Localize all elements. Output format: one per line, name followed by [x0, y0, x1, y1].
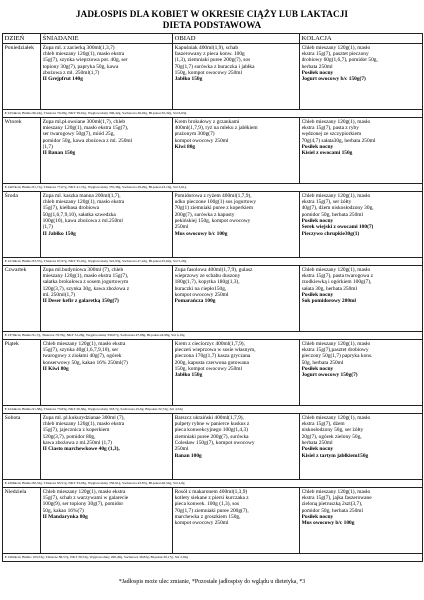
- day-row: [3, 488, 423, 554]
- nutrition-summary: E 2379kcal, Białko 91,7g, Tłuszcze 78,79g, NKT 31,28g, Węglowodany 339,07g, Sacharoza 47,08g, Bł.pokar.24,98g, Sól 4,19g: [3, 332, 423, 340]
- meal-line: 20g(7), ogórek zielony 50g,: [301, 433, 362, 440]
- meal-line: ekstra 15g(7), pasztet pieczony: [301, 50, 369, 57]
- meal-line: 70g(1,7) ziemniaki puree 200g(7),: [174, 507, 249, 514]
- day-row: [3, 192, 423, 258]
- meal-highlight-line: II Mandarynka 80g: [42, 513, 88, 520]
- nutrition-summary: E 2254kcal, Białko 96,24g, Tłuszcze 79,28g, NKT 39,91g, Węglowodany 306,42g, Sacharoza 49,02g, Bł.pokar.35,32g, Sól 6,63g: [3, 110, 423, 118]
- day-name: Sobota: [3, 414, 41, 480]
- meal-line: zbożowa z ml. 250ml(1,7): [42, 69, 100, 76]
- meal-line: 70g(1) ziemniaki puree z koperkiem: [174, 205, 254, 212]
- lunch-cell: [173, 340, 300, 406]
- meal-line: Zupa ml. pl.kukurydzianae 300ml (7),: [42, 414, 125, 421]
- meal-line: sałata 30g, herbata 250ml: [301, 285, 357, 292]
- meal-line: ser twarogowy 50g(7), miód 25g,: [42, 131, 115, 138]
- dinner-cell: [300, 44, 423, 110]
- meal-line: prażonym 300g(7): [174, 131, 215, 138]
- meal-line: wędzonej ze szczypiorkiem: [301, 131, 362, 138]
- meal-line: 250ml: [174, 224, 189, 231]
- meal-line: drobiowy 60g(1,6,7), pomidor 50g,: [301, 57, 378, 64]
- meal-line: (1,7): [42, 143, 53, 150]
- column-header-dinner: KOLACJA: [300, 34, 423, 44]
- meal-line: herbata 250ml: [301, 439, 333, 446]
- meal-highlight-line: Pieczywo chrupkie30g(1): [301, 230, 360, 237]
- meal-line: Chleb mieszany 120g(1), masło ekstra: [42, 488, 126, 495]
- meal-highlight-line: Kisiel z tartym jabłkiem150g: [301, 452, 369, 459]
- meal-line: Zupa ml.budyniowa 300ml (7), chleb: [42, 266, 124, 273]
- meal-line: 400ml(1,7,9), ryż na mleku z jabłkiem: [174, 124, 258, 131]
- day-name: Niedziela: [3, 488, 41, 554]
- breakfast-cell: [41, 192, 173, 258]
- nutrition-summary-row: [3, 184, 423, 192]
- nutrition-summary-row: [3, 406, 423, 414]
- meal-highlight-line: II Banan 150g: [42, 150, 76, 157]
- meal-line: 15g(7), szynka 40g(1,6,7,9,10), ser: [42, 346, 119, 353]
- meal-line: wieprzowy ze schabu duszony: [174, 272, 241, 279]
- column-header-day: DZIEŃ: [3, 34, 41, 44]
- meal-line: 250ml: [174, 446, 189, 453]
- menu-header-row: [3, 34, 423, 44]
- meal-line: sałatka brokułowa z sosem jogurtowym: [42, 279, 129, 286]
- dinner-cell: [300, 192, 423, 258]
- meal-line: pulpety rybne w panierce kuskus z: [174, 420, 250, 427]
- meal-highlight-line: Posiłek nocny: [301, 291, 334, 298]
- day-name: Wtorek: [3, 118, 41, 184]
- day-row: [3, 266, 423, 332]
- meal-line: herbata 250ml: [301, 63, 333, 70]
- meal-line: Krem brokułowy z grzankami: [174, 118, 240, 125]
- breakfast-cell: [41, 340, 173, 406]
- meal-line: Chleb mieszany 120g(1), masło: [301, 44, 371, 51]
- meal-line: chleb mieszany 120g(1), masło ekstra: [42, 420, 125, 427]
- meal-line: pieca konwek. 100g (1,3), sos: [174, 501, 240, 508]
- meal-line: kotlety siekane z piersi kurczaka z: [174, 494, 249, 501]
- meal-line: ekstra 15g(7), dżem: [301, 420, 345, 427]
- meal-line: Pomidorowa z ryżem 400ml(1,7,9),: [174, 192, 252, 199]
- meal-line: Chleb mieszany 120g(1), masło: [301, 340, 371, 347]
- meal-line: 150g, kompot owocowy 250ml: [174, 365, 242, 372]
- lunch-cell: [173, 488, 300, 554]
- meal-line: 200g, kapusta czerwona gotowana: [174, 359, 249, 366]
- day-name: Poniedziałek: [3, 44, 41, 110]
- menu-title-line2: DIETA PODSTAWOWA: [162, 19, 262, 30]
- meal-line: 150g, kompot owocowy 250ml: [174, 69, 242, 76]
- meal-line: pieczony 50g(1,7) papryka kons.: [301, 353, 373, 360]
- nutrition-summary: E 2407kcal, Białko 81,71g, Tłuszcze 77,07g, NKT 41,72g, Węglowodany 355,38g, Sacharoza 28,29g, Bł.pokar.23,19g, Sól 3,61g: [3, 184, 423, 192]
- meal-line: 50g, kakao 16%(7): [42, 507, 84, 514]
- meal-line: kompot owocowy 250ml: [174, 291, 229, 298]
- meal-line: (1,3), ziemniaki puree 200g(7), sos: [174, 57, 251, 64]
- meal-line: twarogowy z ziołami 40g(7), ogórek: [42, 353, 122, 360]
- meal-line: Krem z cieciorzyc 400ml(1,7,9),: [174, 340, 245, 347]
- meal-line: Kapuśniak 400ml(1,9), schab: [174, 44, 239, 51]
- dinner-cell: [300, 266, 423, 332]
- meal-line: konserwowy 50g, kakao 16% 250ml(7): [42, 359, 128, 366]
- meal-highlight-line: Sok pomidorowy 200ml: [301, 298, 357, 305]
- meal-line: kompot owocowy 250ml: [174, 520, 229, 527]
- meal-line: pieczona 170g(1,7) kasza gryczana: [174, 353, 251, 360]
- meal-highlight-line: Jabłko 150g: [174, 372, 203, 379]
- meal-line: pieczeń wieprzowa w sosie własnym,: [174, 346, 256, 353]
- lunch-cell: [173, 44, 300, 110]
- column-header-breakfast: ŚNIADANIE: [41, 34, 173, 44]
- meal-highlight-line: Jogurt owocowy 150g(7): [301, 372, 358, 379]
- breakfast-cell: [41, 44, 173, 110]
- meal-highlight-line: Kisiel z owocami 150g: [301, 150, 353, 157]
- meal-line: 15g(7), szynka wieprzowa pot. 40g, ser: [42, 57, 128, 64]
- meal-line: rzodkiewką i ogórkiem 100g(7),: [301, 279, 372, 286]
- meal-line: 15g(7), kiełbasa drobiowa: [42, 205, 100, 212]
- meal-highlight-line: Posiłek nocny: [301, 365, 334, 372]
- meal-line: 15g(7), jajecznica z koperkiem: [42, 427, 110, 434]
- meal-line: ekstra 15g(7), pasta twarogowa z: [301, 272, 373, 279]
- meal-line: ekstra 15g(7),pasztet drobiowy: [301, 346, 369, 353]
- meal-line: zieloną pietruszką 2szt(3,7),: [301, 501, 363, 508]
- breakfast-cell: [41, 414, 173, 480]
- meal-highlight-line: Jogurt owocowy b/c 150g(7): [301, 76, 366, 83]
- meal-highlight-line: II Deser kefir z galaretką 150g(7): [42, 298, 119, 305]
- meal-highlight-line: Posiłek nocny: [301, 513, 334, 520]
- meal-line: 70g(4,7) sałata30g, herbata 250ml: [301, 137, 376, 144]
- menu-title: [0, 9, 424, 30]
- meal-line: Chleb mieszany 120g(1), masło: [301, 488, 371, 495]
- meal-line: ziemniaki puree 200g(7), surówka: [174, 433, 249, 440]
- meal-line: ekstra 15g(7), pasta z ryby: [301, 124, 359, 131]
- lunch-cell: [173, 266, 300, 332]
- meal-highlight-line: II Ciasto marchewkowe 40g (1,3),: [42, 446, 120, 453]
- meal-line: Barszcz ukraiński 400ml(1,7,9),: [174, 414, 244, 421]
- meal-highlight-line: Jabłko 150g: [174, 76, 203, 83]
- meal-line: 15g(7), schab z warzywami w galarecie: [42, 494, 129, 501]
- meal-line: Colesław 150g(7), kompot owocowy: [174, 439, 255, 446]
- meal-highlight-line: Serek wiejski z owocami 100(7): [301, 224, 374, 231]
- lunch-cell: [173, 118, 300, 184]
- nutrition-summary-row: [3, 480, 423, 488]
- dinner-cell: [300, 118, 423, 184]
- lunch-cell: [173, 192, 300, 258]
- meal-line: kawa zbożowa z ml.250ml (1,7): [42, 439, 113, 446]
- meal-highlight-line: II Grejpfrut 140g: [42, 76, 83, 83]
- meal-highlight-line: II Kiwi 80g: [42, 365, 69, 372]
- breakfast-cell: [41, 118, 173, 184]
- meal-line: ml. 250ml(1,7): [42, 291, 76, 298]
- day-name: Czwartek: [3, 266, 41, 332]
- nutrition-summary-row: [3, 554, 423, 562]
- meal-line: mieszany 120g(1), masło ekstra 15g(7),: [42, 124, 129, 131]
- meal-line: 50g(1,6,7,9,10), sałatka szwedzka: [42, 211, 116, 218]
- meal-line: 50g, herbata 250ml: [301, 359, 344, 366]
- meal-line: niskosłodzony 50g, ser żółty: [301, 427, 364, 434]
- meal-line: Chleb mieszany 120g(1), masło: [301, 266, 371, 273]
- meal-line: Zupa ml. z zacierką 300ml(1,3,7): [42, 44, 115, 51]
- day-row: [3, 118, 423, 184]
- meal-line: buraczki na ciepło150g,: [174, 285, 227, 292]
- meal-highlight-line: Banan 100g: [174, 452, 202, 459]
- day-name: Środa: [3, 192, 41, 258]
- meal-line: ekstra 15g(7), jajka faszerowane: [301, 494, 372, 501]
- day-row: [3, 44, 423, 110]
- meal-line: Chleb mieszany 120g(1), masło: [301, 118, 371, 125]
- meal-highlight-line: Mus owocowy b/c 100g: [301, 520, 355, 527]
- meal-line: chleb mieszany 120g(1), masło ekstra: [42, 50, 125, 57]
- meal-line: topiony 30g(7), papryka 50g, kawa: [42, 63, 119, 70]
- breakfast-cell: [41, 266, 173, 332]
- meal-highlight-line: II Jabłko 150g: [42, 230, 76, 237]
- meal-line: pomidor 50g, herbata 250ml: [301, 211, 363, 218]
- meal-line: 200g(7), surówka z kapusty: [174, 211, 235, 218]
- meal-line: Rosół z makaronem 400ml(1,3,9): [174, 488, 248, 495]
- meal-highlight-line: Mus owocowy b/c 100g: [174, 230, 228, 237]
- meal-line: kompot owocowy 250ml: [174, 137, 229, 144]
- meal-line: faszerowany z pieca konw. 100g: [174, 50, 245, 57]
- meal-line: pomidor 50g, kawa zbożowa z ml. 250ml: [42, 137, 133, 144]
- meal-line: Zupa fasolowa 400ml(1,7,9), gulasz: [174, 266, 253, 273]
- meal-line: 120g(3,7), pomidor 80g,: [42, 433, 96, 440]
- nutrition-summary-row: [3, 110, 423, 118]
- meal-line: marchewka z groszkiem 150g,: [174, 513, 241, 520]
- meal-highlight-line: Kiwi 80g: [174, 143, 196, 150]
- column-header-lunch: OBIAD: [173, 34, 300, 44]
- day-name: Piątek: [3, 340, 41, 406]
- meal-line: 40g(7), dżem niskosłodzony 30g,: [301, 205, 374, 212]
- meal-line: Chleb mieszany 120g(1), masło ekstra: [42, 340, 126, 347]
- meal-line: 180g(1,7), kopytka 180g(1,3),: [174, 279, 240, 286]
- footer-note: *Jadłospis może ulec zmianie, *Pozostałe jadłospisy do wglądu u dietetyka, *3: [118, 579, 306, 585]
- nutrition-summary-row: [3, 258, 423, 266]
- meal-line: 120g(3,7), szynka 30g, kawa zbożowa z: [42, 285, 130, 292]
- meal-highlight-line: Posiłek nocny: [301, 143, 334, 150]
- meal-highlight-line: Posiłek nocny: [301, 69, 334, 76]
- menu-title-line1: JADŁOSPIS DLA KOBIET W OKRESIE CIĄŻY LUB LAKTACJI: [75, 9, 349, 19]
- meal-line: Chleb mieszany 120g(1), masło: [301, 192, 371, 199]
- dinner-cell: [300, 488, 423, 554]
- menu-table: [2, 33, 423, 562]
- meal-line: mieszany 120g(1), masło ekstra 15g(7),: [42, 272, 129, 279]
- meal-line: Zupa ml.pł.owsiane 300ml(1,7), chleb: [42, 118, 126, 125]
- meal-highlight-line: Posiłek nocny: [301, 217, 334, 224]
- menu-body: [3, 44, 423, 562]
- meal-line: Zupa ml. kaszka manna 200ml(1,7),: [42, 192, 121, 199]
- nutrition-summary: E 2266kcal, Białko 86,52g, Tłuszcze 83,51g, NKT 33,93g, Węglowodany 356,91g, Sacharoza 43,87g, Bł.pokar.26,54g, Sól 4,8g: [3, 480, 423, 488]
- meal-highlight-line: Pomarańcza 100g: [174, 298, 216, 305]
- dinner-cell: [300, 340, 423, 406]
- meal-line: ekstra 15g(7), ser żółty: [301, 198, 352, 205]
- day-row: [3, 414, 423, 480]
- lunch-cell: [173, 414, 300, 480]
- day-row: [3, 340, 423, 406]
- nutrition-summary: E 2210kcal, Białko 83,37g, Tłuszcze 67,97g, NKT 35,45g, Węglowodany 322,93g, Sacharoza 47,42g, Bł.pokar.25,62g, Sól 5,29g: [3, 258, 423, 266]
- meal-line: pieca konwekcyjnego 100g(1,4,3): [174, 427, 248, 434]
- nutrition-summary: E 2244kcal, Białko 91,58g, Tłuszcze 73,83g, NKT 26,56g, Węglowodany 318,7g, Sacharoza 25,6g, Bł.pokar.32,72g, Sól 4,52g: [3, 406, 423, 414]
- breakfast-cell: [41, 488, 173, 554]
- nutrition-summary-row: [3, 332, 423, 340]
- meal-line: 100g(9), ser topiony 30g(7), pomidor: [42, 501, 124, 508]
- nutrition-summary: E 2262kcal, Białko 103,53g, Tłuszcze 86,57g, NKT 39,53g, Węglowodany 296,49g, Sacharoza 36,82g, Bł.pokar.30,17g, Sól 2,92g: [3, 554, 423, 562]
- dinner-cell: [300, 414, 423, 480]
- meal-line: udko pieczone 100g(1) sos jogurtowy: [174, 198, 257, 205]
- meal-highlight-line: Posiłek nocny: [301, 446, 334, 453]
- meal-line: 70g(1,7) surówka z buraczka i jabłka: [174, 63, 255, 70]
- meal-line: 100g(10), kawa zbożowa z ml.250ml: [42, 217, 123, 224]
- meal-line: (1,7): [42, 224, 53, 231]
- meal-line: Chleb mieszany 120g(1), masło: [301, 414, 371, 421]
- meal-line: pomidor 50g, herbata 250ml: [301, 507, 363, 514]
- meal-line: pekińskiej 150g, kompot owocowy: [174, 217, 251, 224]
- meal-line: chleb mieszany 120g(1), masło ekstra: [42, 198, 125, 205]
